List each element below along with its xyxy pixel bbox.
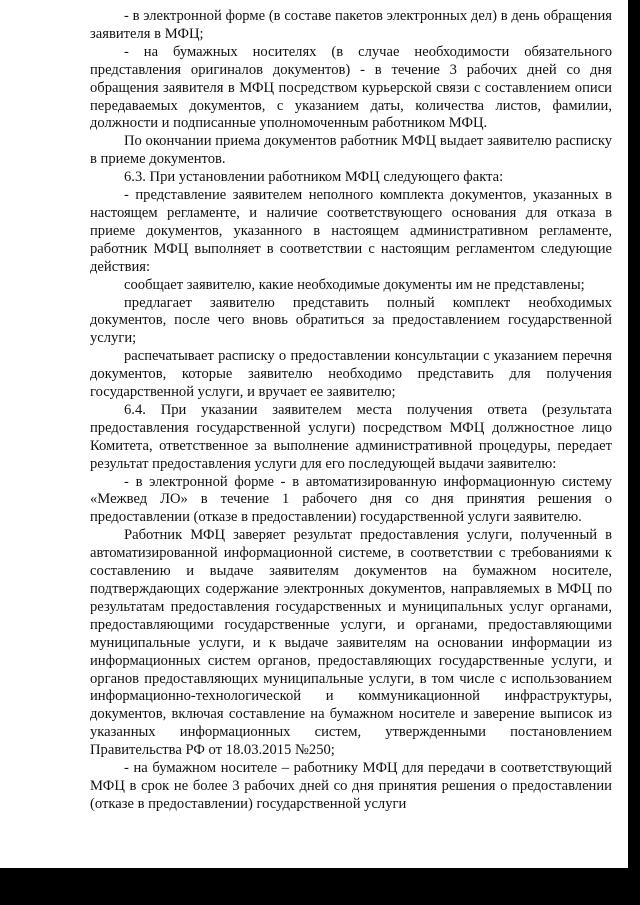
paragraph-electronic-result: - в электронной форме - в автоматизированную информационную систему «Межвед ЛО» в течение 1 рабочего дня со дня принятия решения о предоставлении (отказе в предоставлении) государственной услуги заявителю.: [90, 473, 612, 526]
paragraph-electronic-transfer: - в электронной форме (в составе пакетов электронных дел) в день обращения заявителя в МФЦ;: [90, 8, 612, 42]
paragraph-section-6-3: 6.3. При установлении работником МФЦ следующего факта:: [124, 169, 504, 186]
paragraph-inform-applicant: сообщает заявителю, какие необходимые документы им не представлены;: [124, 276, 585, 293]
paragraph-offer-complete-set: предлагает заявителю представить полный комплект необходимых документов, после чего вновь обратиться за предоставлением государственной услуги;: [90, 294, 612, 347]
scan-edge-bottom: [0, 868, 640, 905]
paragraph-receipt-issue: По окончании приема документов работник МФЦ выдает заявителю расписку в приеме документов.: [90, 133, 612, 168]
paragraph-section-6-4: 6.4. При указании заявителем места получения ответа (результата предоставления государственной услуги) посредством МФЦ должностное лицо Комитета, ответственное за выполнение административной процедуры, передает результат предоставления услуги для его последующей выдачи заявителю:: [90, 401, 612, 472]
paragraph-incomplete-documents: - представление заявителем неполного комплекта документов, указанных в настоящем регламенте, и наличие соответствующего основания для отказа в приеме документов, указанного в настоящем административном регламенте, работник МФЦ выполняет в соответствии с настоящим регламентом следующие действия:: [90, 187, 612, 275]
paragraph-paper-transfer: - на бумажных носителях (в случае необходимости обязательного представления оригиналов документов) - в течение 3 рабочих дней со дня обращения заявителя в МФЦ посредством курьерской связи с составлением описи передаваемых документов, с указанием даты, количества листов, фамилии, должности и подписанные уполномоченным работником МФЦ.: [90, 43, 612, 132]
paragraph-certification: Работник МФЦ заверяет результат предоставления услуги, полученный в автоматизированной информационной системе, в соответствии с требованиями к составлению и выдаче заявителям документов на бумажном носителе, подтверждающих содержание электронных документов, направляемых в МФЦ по результатам предоставления государственных и муниципальных услуг органами, предоставляющими государственные услуги, и органами, предоставляющими муниципальные услуги, и к выдаче заявителям на основании информации из информационных систем органов, предоставляющих государственные услуги, и органов предоставляющих муниципальные услуги, в том числе с использованием информационно-технологической и коммуникационной инфраструктуры, документов, включая составление на бумажном носителе и заверение выписок из указанных информационных систем, утвержденными постановлением Правительства РФ от 18.03.2015 №250;: [90, 527, 612, 759]
paragraph-paper-result: - на бумажном носителе – работнику МФЦ для передачи в соответствующий МФЦ в срок не более 3 рабочих дней со дня принятия решения о предоставлении (отказе в предоставлении) государственной услуги: [90, 760, 612, 812]
scan-edge-right: [628, 0, 640, 905]
document-page: [90, 8, 612, 814]
paragraph-print-receipt: распечатывает расписку о предоставлении консультации с указанием перечня документов, которые заявителю необходимо представить для получения государственной услуги, и вручает ее заявителю;: [90, 348, 612, 401]
